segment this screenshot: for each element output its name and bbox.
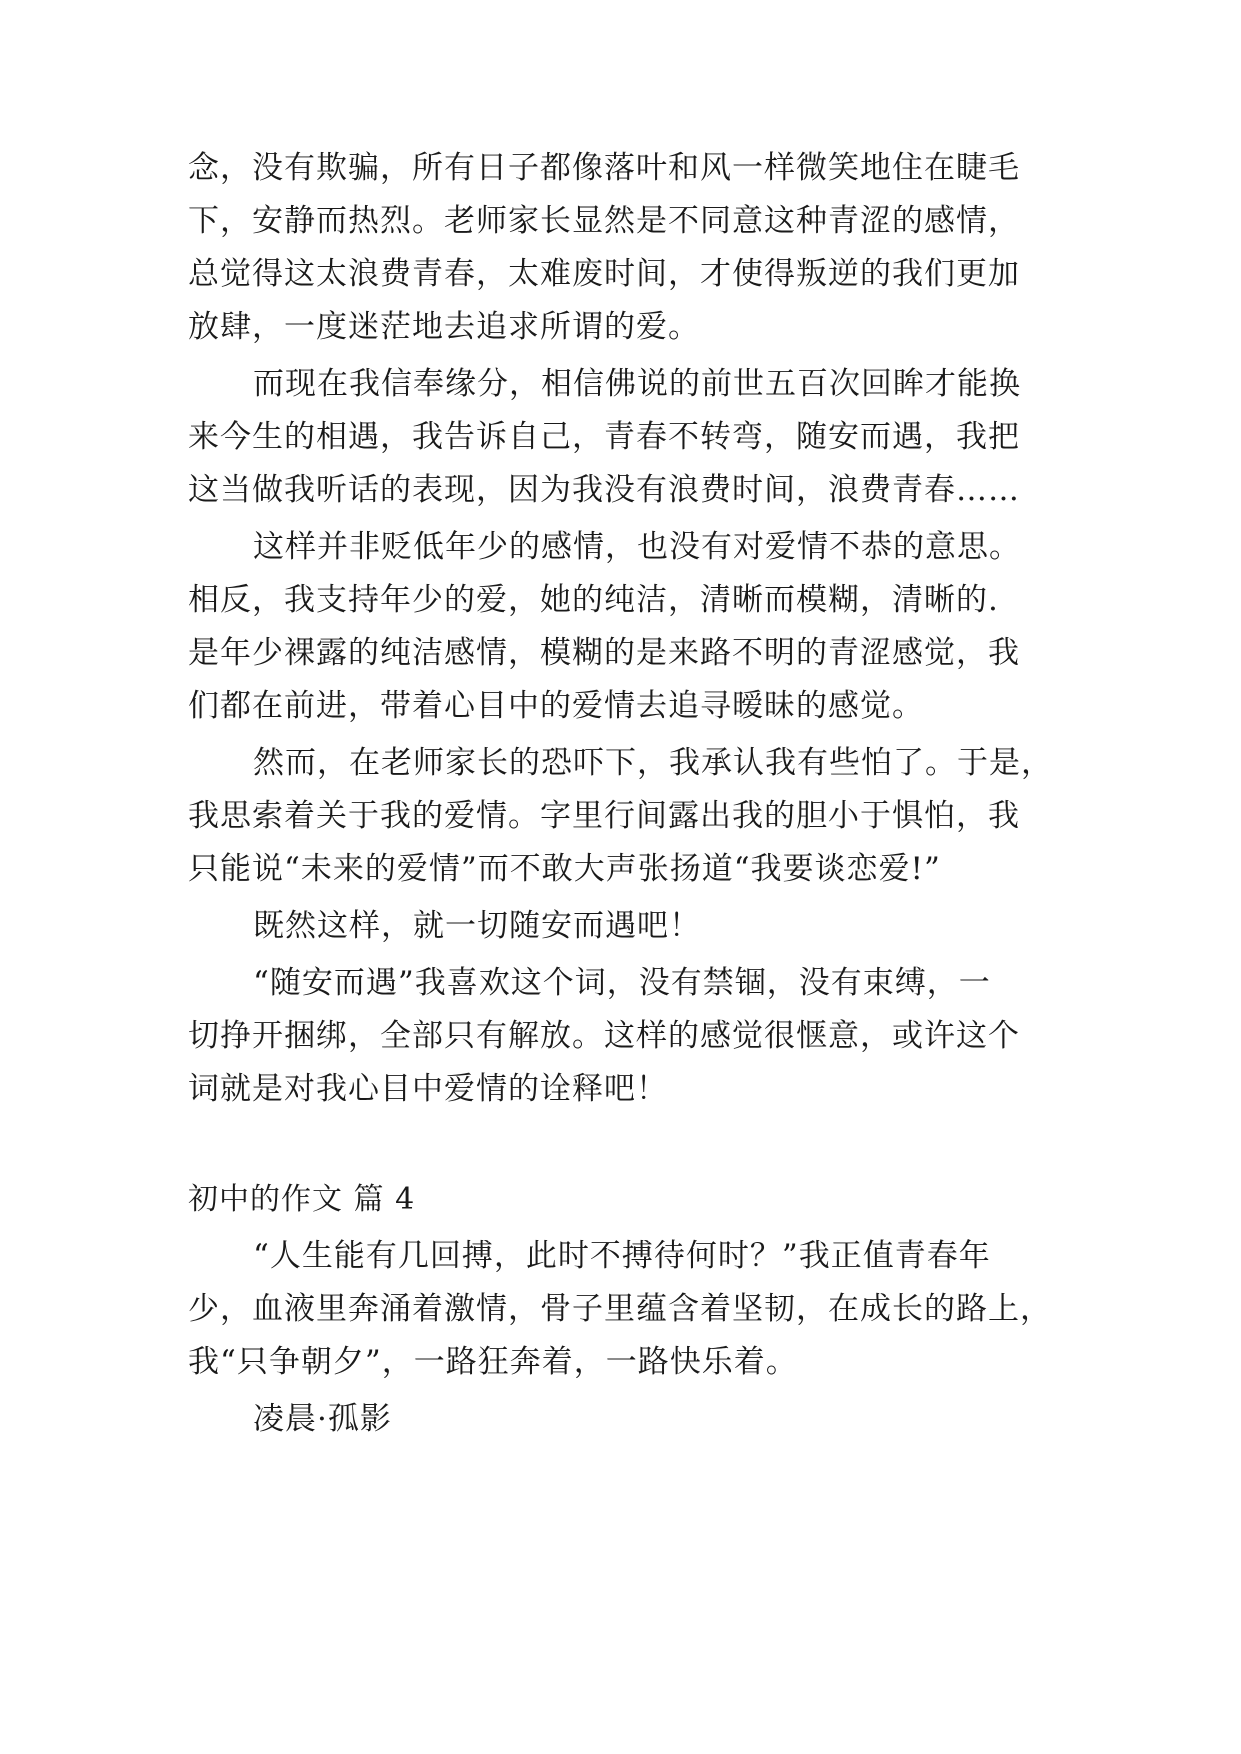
paragraph-line: 总觉得这太浪费青春，太难废时间，才使得叛逆的我们更加 — [188, 256, 1020, 292]
paragraph-line: 相反，我支持年少的爱，她的纯洁，清晰而模糊，清晰的. — [188, 582, 999, 618]
paragraph-line: 来今生的相遇，我告诉自己，青春不转弯，随安而遇，我把 — [188, 419, 1020, 455]
section-subheading: 凌晨·孤影 — [253, 1401, 392, 1437]
paragraph-line: “人生能有几回搏，此时不搏待何时？”我正值青春年 — [253, 1238, 991, 1274]
paragraph-line: 切挣开捆绑，全部只有解放。这样的感觉很惬意，或许这个 — [188, 1018, 1020, 1054]
paragraph-line: 只能说“未来的爱情”而不敢大声张扬道“我要谈恋爱!” — [188, 851, 941, 887]
paragraph-line: 少，血液里奔涌着激情，骨子里蕴含着坚韧，在成长的路上， — [188, 1291, 1052, 1327]
paragraph-line: 们都在前进，带着心目中的爱情去追寻暧昧的感觉。 — [188, 688, 924, 724]
section-heading: 初中的作文 篇 4 — [188, 1182, 416, 1217]
paragraph-line: 这样并非贬低年少的感情，也没有对爱情不恭的意思。 — [253, 529, 1021, 565]
paragraph-line: 既然这样，就一切随安而遇吧！ — [253, 908, 701, 944]
paragraph-line: 而现在我信奉缘分，相信佛说的前世五百次回眸才能换 — [253, 366, 1021, 402]
paragraph-line: 是年少裸露的纯洁感情，模糊的是来路不明的青涩感觉，我 — [188, 635, 1020, 671]
paragraph-line: 念，没有欺骗，所有日子都像落叶和风一样微笑地住在睫毛 — [188, 150, 1020, 186]
paragraph-line: 下，安静而热烈。老师家长显然是不同意这种青涩的感情， — [188, 203, 1020, 239]
paragraph-line: 然而，在老师家长的恐吓下，我承认我有些怕了。于是， — [253, 745, 1053, 781]
paragraph-line: 词就是对我心目中爱情的诠释吧！ — [188, 1071, 668, 1107]
paragraph-line: 我思索着关于我的爱情。字里行间露出我的胆小于惧怕，我 — [188, 798, 1020, 834]
paragraph-line: 放肆，一度迷茫地去追求所谓的爱。 — [188, 309, 700, 345]
paragraph-line: 这当做我听话的表现，因为我没有浪费时间，浪费青春…… — [188, 472, 1020, 508]
paragraph-line: 我“只争朝夕”，一路狂奔着，一路快乐着。 — [188, 1344, 798, 1380]
paragraph-line: “随安而遇”我喜欢这个词，没有禁锢，没有束缚，一 — [253, 965, 991, 1001]
